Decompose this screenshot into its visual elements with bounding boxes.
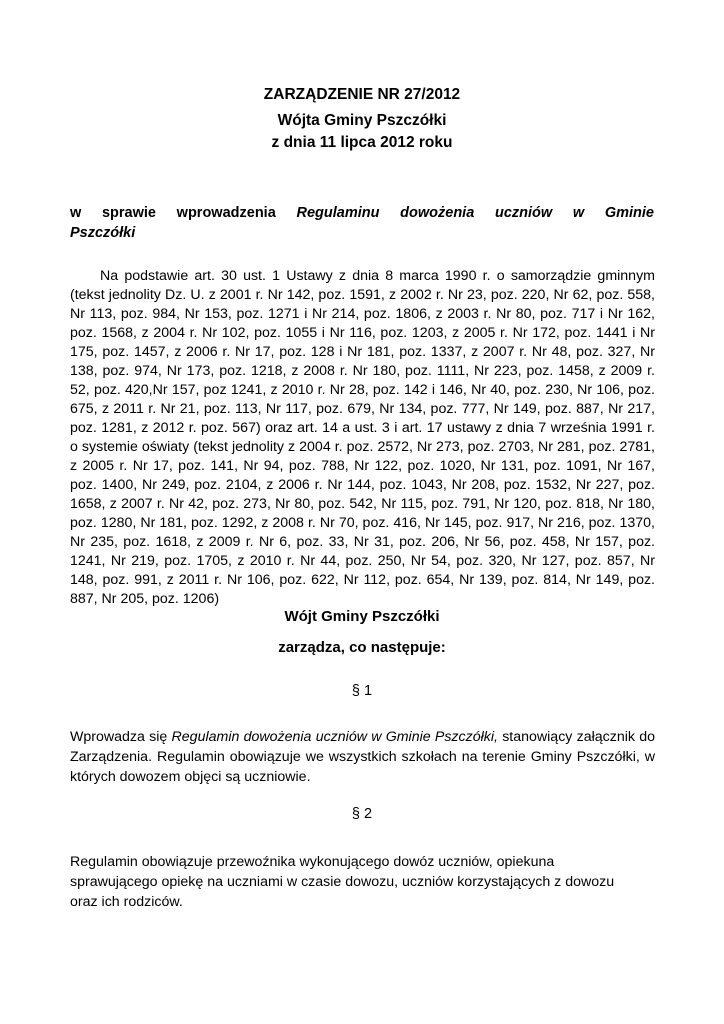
subject-line-1 [70,203,654,223]
section-2-paragraph [70,852,655,912]
document-issuer: Wójta Gminy Pszczółki [277,112,447,129]
section-1-paragraph [70,727,655,787]
decision-header-action: zarządza, co następuje: [278,639,446,656]
subject-italic-2: Pszczółki [70,225,136,241]
section-1-mark: § 1 [351,683,373,699]
section-2-line-2: sprawującego opiekę na uczniami w czasie dowozu, uczniów korzystających z dowozu [70,874,615,890]
section-1-italic: Regulamin dowożenia uczniów w Gminie Pszczółki, [171,729,498,745]
section-1-rest: stanowiący załącznik do Zarządzenia. Regulamin obowiązuje we wszystkich szkołach na terenie Gminy Pszczółki, w których dowozem objęci są uczniowie. [70,729,656,785]
section-2-line-1: Regulamin obowiązuje przewoźnika wykonującego dowóz uczniów, opiekuna [70,854,555,870]
subject-italic-1: Regulaminu dowożenia uczniów w Gminie [296,205,654,221]
document-date: z dnia 11 lipca 2012 roku [271,134,453,151]
section-1-prefix: Wprowadza się [70,729,172,745]
section-2-line-3: oraz ich rodziców. [70,894,183,910]
section-2-mark: § 2 [351,806,373,822]
decision-header-issuer: Wójt Gminy Pszczółki [284,608,440,625]
subject-prefix: w sprawie wprowadzenia [70,205,297,221]
document-subject [70,203,654,243]
document-title: ZARZĄDZENIE NR 27/2012 [263,86,461,103]
legal-basis-paragraph: Na podstawie art. 30 ust. 1 Ustawy z dnia 8 marca 1990 r. o samorządzie gminnym (tekst jednolity Dz. U. z 2001 r. Nr 142, poz. 1591, z 2002 r. Nr 23, poz. 220, Nr 62, poz. 558, Nr 113, poz. 984, Nr 153, poz. 1271 i Nr 214, poz. 1806, z 2003 r. Nr 80, poz. 717 i Nr 162, poz. 1568, z 2004 r. Nr 102, poz. 1055 i Nr 116, poz. 1203, z 2005 r. Nr 172, poz. 1441 i Nr 175, poz. 1457, z 2006 r. Nr 17, poz. 128 i Nr 181, poz. 1337, z 2007 r. Nr 48, poz. 327, Nr 138, poz. 974, Nr 173, poz. 1218, z 2008 r. Nr 180, poz. 1111, Nr 223, poz. 1458, z 2009 r. 52, poz. 420,Nr 157, poz 1241, z 2010 r. Nr 28, poz. 142 i 146, Nr 40, poz. 230, Nr 106, poz. 675, z 2011 r. Nr 21, poz. 113, Nr 117, poz. 679, Nr 134, poz. 777, Nr 149, poz. 887, Nr 217, poz. 1281, z 2012 r. poz. 567) oraz art. 14 a ust. 3 i art. 17 ustawy z dnia 7 września 1991 r. o systemie oświaty (tekst jednolity z 2004 r. poz. 2572, Nr 273, poz. 2703, Nr 281, poz. 2781, z 2005 r. Nr 17, poz. 141, Nr 94, poz. 788, Nr 122, poz. 1020, Nr 131, poz. 1091, Nr 167, poz. 1400, Nr 249, poz. 2104, z 2006 r. Nr 144, poz. 1043, Nr 208, poz. 1532, Nr 227, poz. 1658, z 2007 r. Nr 42, poz. 273, Nr 80, poz. 542, Nr 115, poz. 791, Nr 120, poz. 818, Nr 180, poz. 1280, Nr 181, poz. 1292, z 2008 r. Nr 70, poz. 416, Nr 145, poz. 917, Nr 216, poz. 1370, Nr 235, poz. 1618, z 2009 r. Nr 6, poz. 33, Nr 31, poz. 206, Nr 56, poz. 458, Nr 157, poz. 1241, Nr 219, poz. 1705, z 2010 r. Nr 44, poz. 250, Nr 54, poz. 320, Nr 127, poz. 857, Nr 148, poz. 991, z 2011 r. Nr 106, poz. 622, Nr 112, poz. 654, Nr 139, poz. 814, Nr 149, poz. 887, Nr 205, poz. 1206) [70,268,655,607]
